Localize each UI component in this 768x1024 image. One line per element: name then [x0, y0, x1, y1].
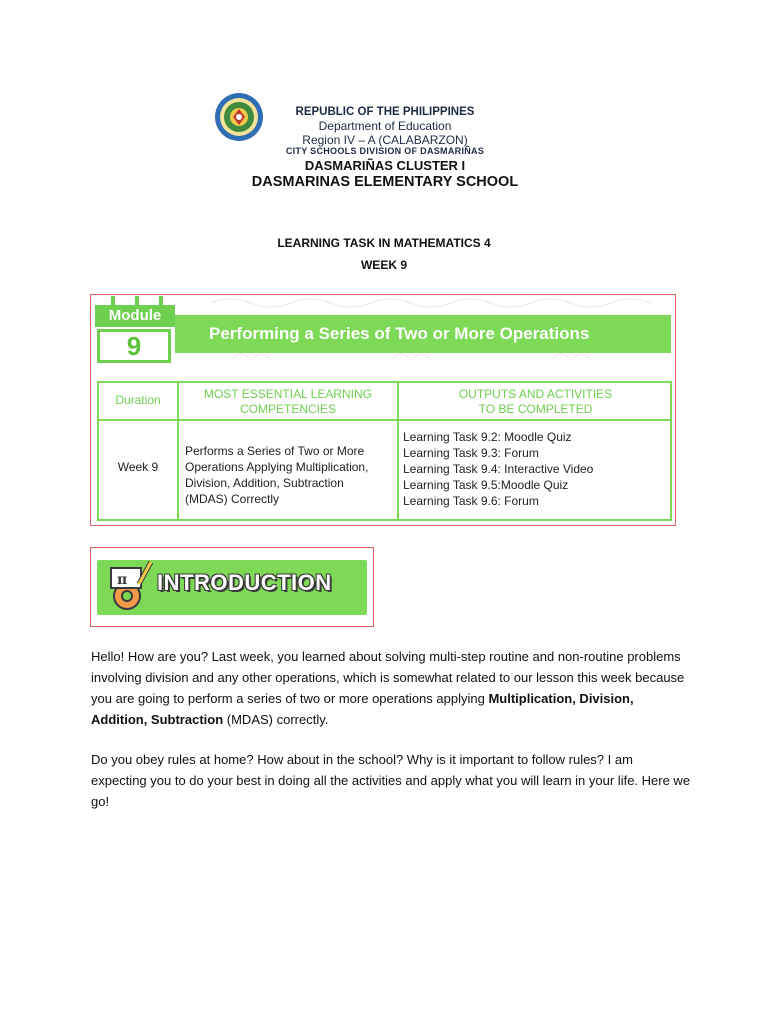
letterhead-cluster: DASMARIÑAS CLUSTER I	[304, 158, 466, 173]
row-outputs	[403, 429, 671, 509]
row-duration: Week 9	[117, 460, 159, 474]
module-banner	[90, 294, 676, 526]
paragraph-text: (MDAS) correctly.	[223, 712, 329, 727]
header-outputs-line1: OUTPUTS AND ACTIVITIES	[458, 387, 613, 401]
letterhead-division: CITY SCHOOLS DIVISION OF DASMARIÑAS	[285, 146, 485, 156]
letterhead-department: Department of Education	[318, 119, 452, 133]
header-competencies-line2: COMPETENCIES	[239, 402, 336, 416]
introduction-banner	[90, 547, 374, 627]
header-outputs-line2: TO BE COMPLETED	[478, 402, 593, 416]
column-divider	[397, 383, 399, 519]
letterhead-region: Region IV – A (CALABARZON)	[302, 133, 468, 147]
output-item: Learning Task 9.6: Forum	[403, 494, 539, 508]
output-item: Learning Task 9.4: Interactive Video	[403, 462, 594, 476]
row-competency	[185, 443, 395, 507]
module-title: Performing a Series of Two or More Operations	[175, 315, 671, 353]
math-gear-pencil-icon	[105, 554, 155, 620]
task-title: LEARNING TASK IN MATHEMATICS 4	[277, 236, 491, 250]
header-outputs	[399, 387, 672, 417]
intro-paragraph-2: Do you obey rules at home? How about in the school? Why is it important to follow rules? I am expecting you to do your best in doing all the activities and apply what you will learn in your life. Here we go!	[91, 752, 691, 809]
paragraph-text: Hello! How are you? Last week, you learned about solving multi-step routine and non-routine problems involving division and any other operations, which is somewhat related to our lesson this week because you are going to perform a series of two or more operations applying	[91, 649, 685, 706]
module-number: 9	[97, 329, 171, 363]
header-competencies	[179, 387, 397, 417]
intro-paragraph-1	[91, 646, 691, 730]
module-table	[97, 381, 672, 521]
paragraph-bold-text: Multiplication, Division, Addition, Subtraction	[91, 691, 634, 727]
column-divider	[177, 383, 179, 519]
competency-line: Operations Applying Multiplication,	[185, 460, 369, 474]
competency-line: Performs a Series of Two or More	[185, 444, 365, 458]
module-table-header	[99, 383, 670, 421]
letterhead-republic: REPUBLIC OF THE PHILIPPINES	[295, 106, 475, 118]
output-item: Learning Task 9.3: Forum	[403, 446, 539, 460]
module-tab-label: Module	[95, 305, 175, 327]
competency-line: Division, Addition, Subtraction	[185, 476, 344, 490]
header-competencies-line1: MOST ESSENTIAL LEARNING	[203, 387, 373, 401]
task-week: WEEK 9	[360, 258, 407, 272]
letterhead-school: DASMARINAS ELEMENTARY SCHOOL	[251, 174, 519, 190]
svg-text:π: π	[117, 572, 128, 588]
header-duration: Duration	[115, 393, 161, 407]
output-item: Learning Task 9.2: Moodle Quiz	[403, 430, 572, 444]
introduction-label: INTRODUCTION	[157, 570, 332, 595]
competency-line: (MDAS) Correctly	[185, 492, 280, 506]
output-item: Learning Task 9.5:Moodle Quiz	[403, 478, 569, 492]
